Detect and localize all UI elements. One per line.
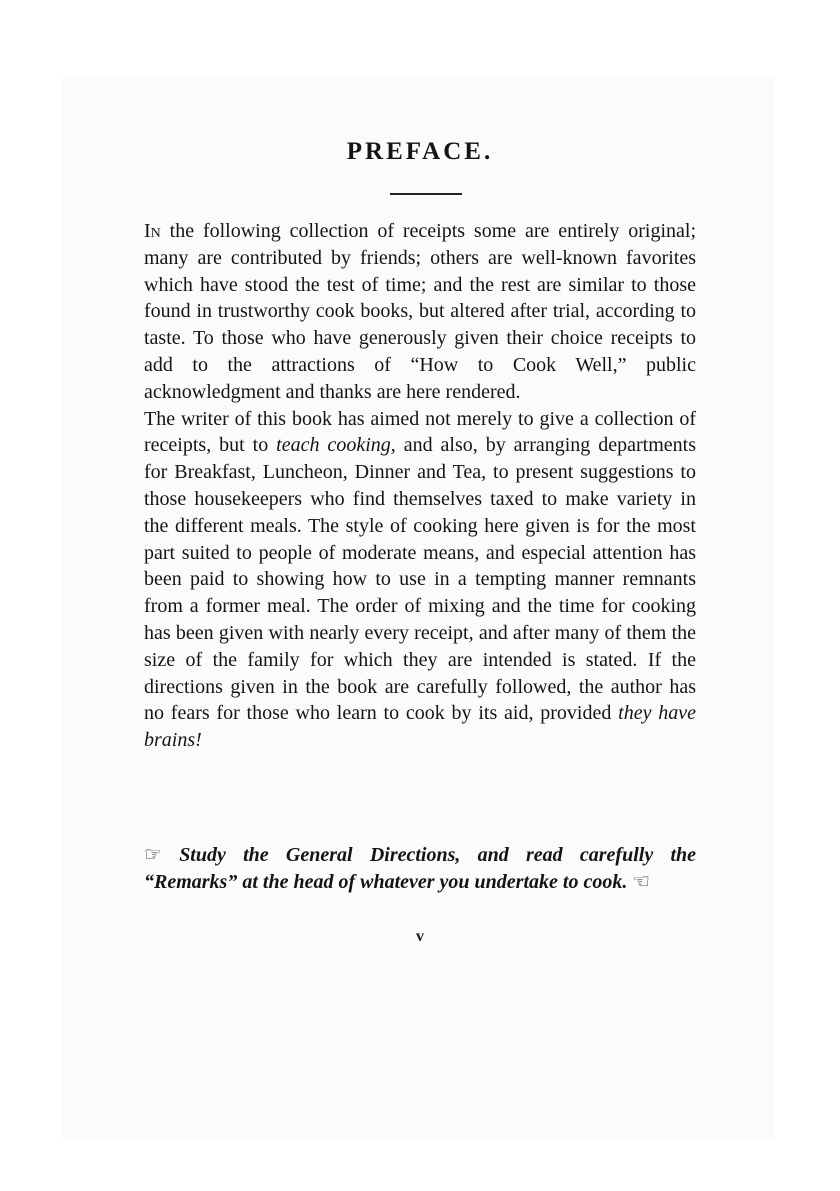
paragraph-2-text-a: The writer of this book has aimed not merely to give a collection of receipts, but to xyxy=(144,407,696,457)
paragraph-2-text-b: , and also, by arranging departments for Breakfast, Luncheon, Dinner and Tea, to present suggestions to those housekeepers who find themselves taxed to make variety in the different meals. The style of cooking here given is for the most part suited to people of moderate means, and especial attention has been paid to showing how to use in a tempting manner remnants from a former meal. The order of mixing and the time for cooking has been given with nearly every receipt, and after many of them the size of the family for which they are intended is stated. If the directions given in the book are carefully followed, the author has no fears for those who learn to cook by its aid, provided xyxy=(144,434,696,725)
directions-note xyxy=(144,842,696,896)
title-rule-divider xyxy=(390,193,462,195)
paragraph-2-emphasis-brains: they have brains! xyxy=(144,702,696,752)
paragraph-1-opening: In xyxy=(144,220,161,242)
paragraph-2 xyxy=(144,406,696,754)
pointing-hand-right-icon: ☞ xyxy=(144,844,162,866)
paragraph-1-text: the following collection of receipts some are entirely original; many are contributed by friends; others are well-known favorites which have stood the test of time; and the rest are similar to those found in trustworthy cook books, but altered after trial, according to taste. To those who have generously given their choice receipts to add to the attractions of “How to Cook Well,” public acknowledgment and thanks are here rendered. xyxy=(144,220,696,403)
paragraph-1 xyxy=(144,218,696,406)
page-title: PREFACE. xyxy=(346,138,494,165)
paragraph-2-emphasis-teach-cooking: teach cooking xyxy=(276,434,391,457)
preface-body xyxy=(144,218,696,754)
page-number: v xyxy=(416,928,424,945)
directions-note-text: Study the General Directions, and read carefully the “Remarks” at the head of whatever you undertake to cook. xyxy=(144,844,696,893)
pointing-hand-left-icon: ☞ xyxy=(632,870,651,893)
